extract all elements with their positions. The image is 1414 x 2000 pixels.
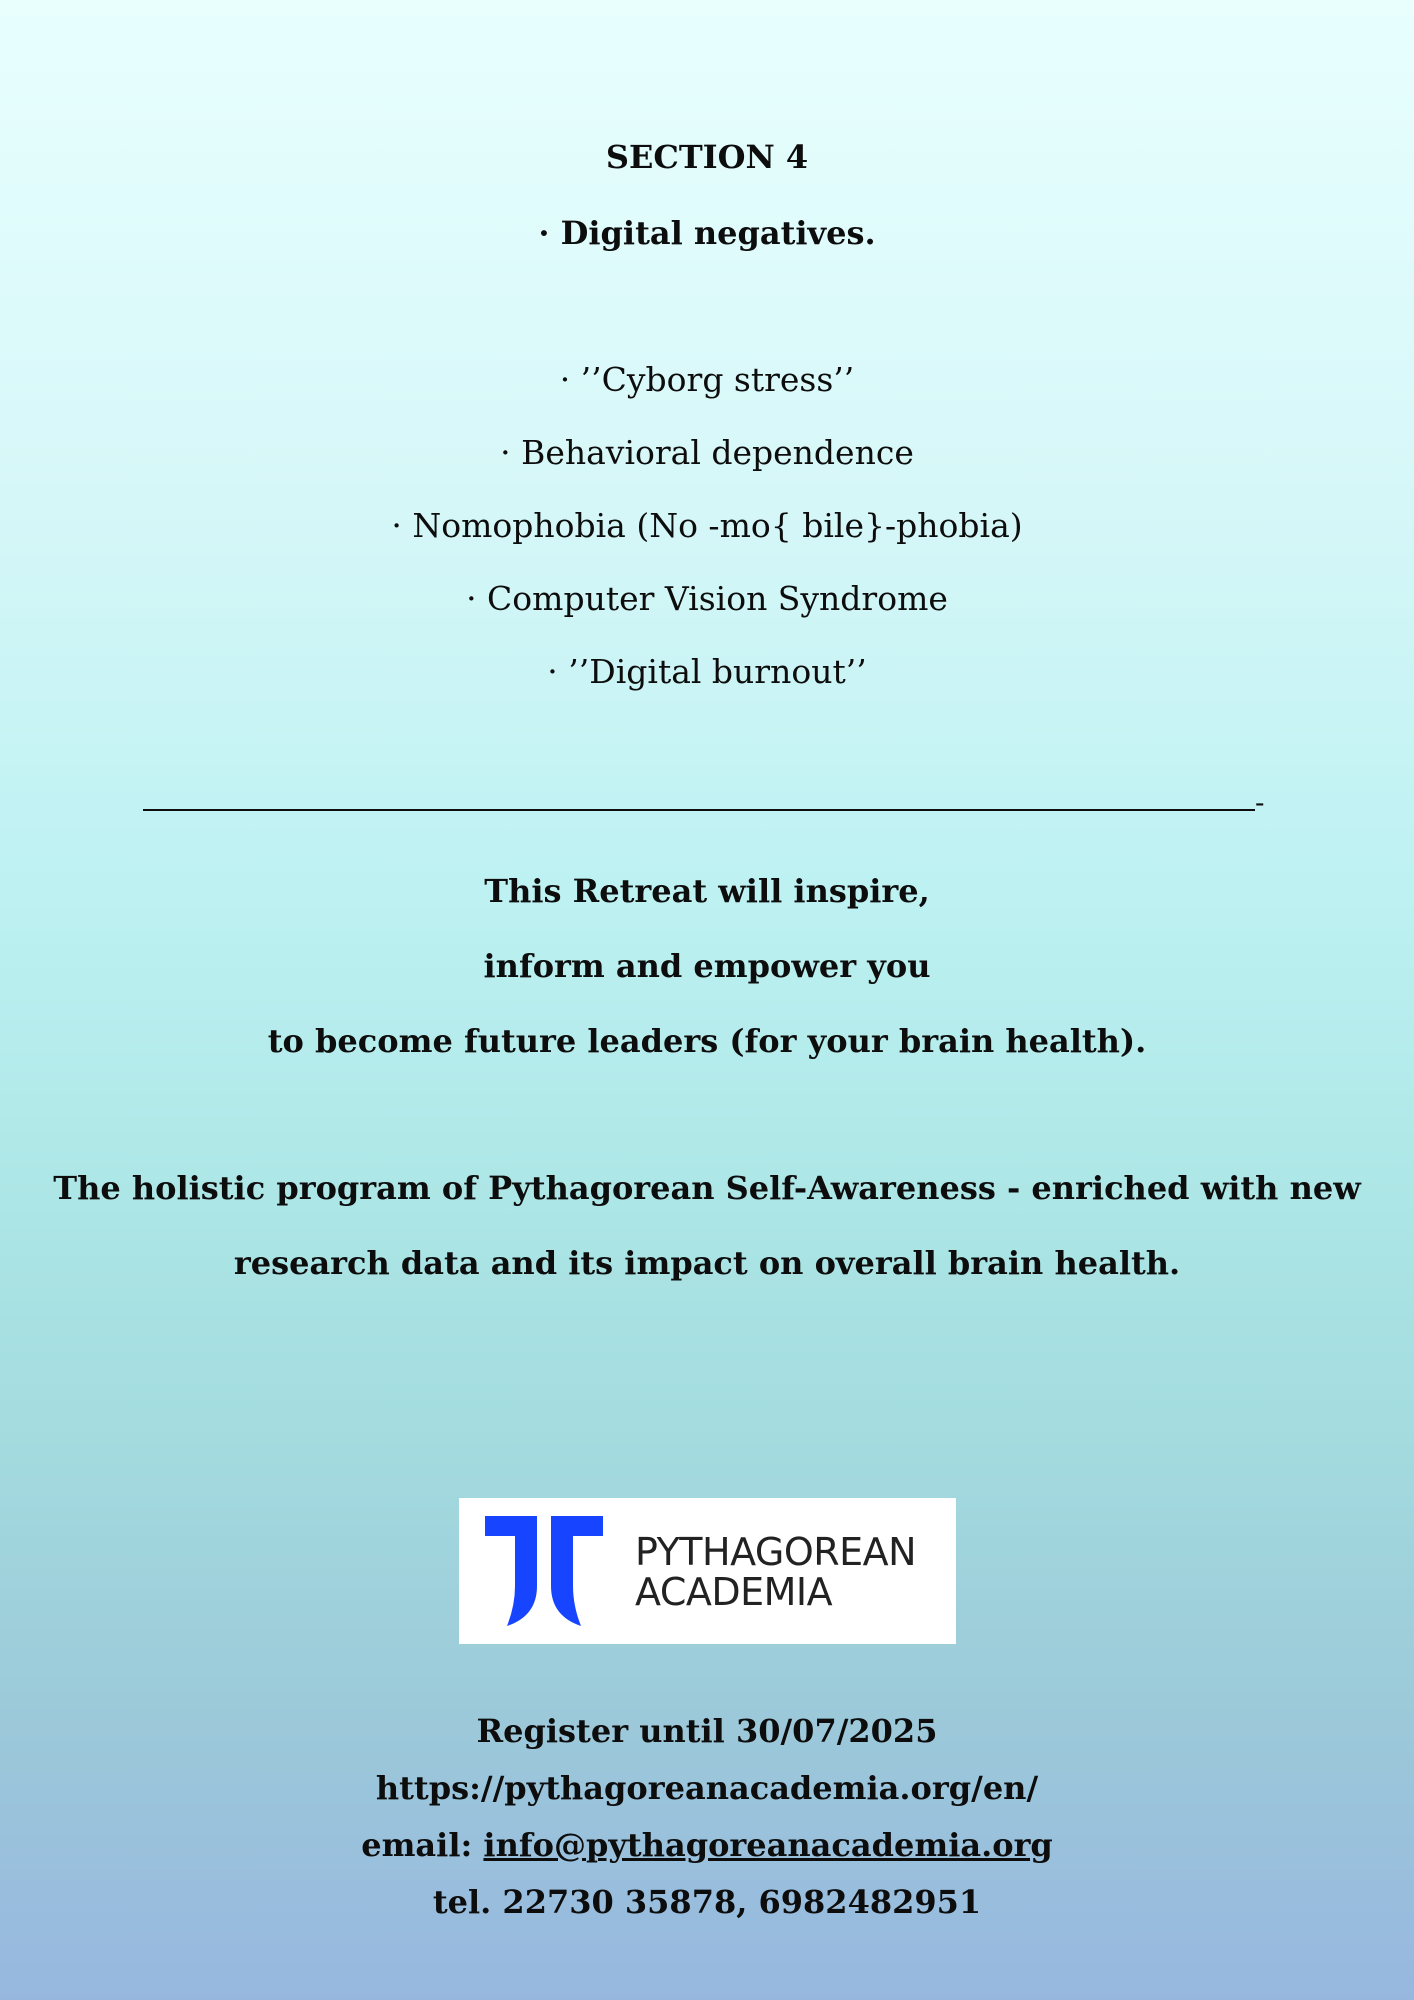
divider-line [143, 786, 1273, 819]
list-item: · Computer Vision Syndrome [466, 579, 948, 618]
holistic-line: research data and its impact on overall brain health. [233, 1244, 1181, 1282]
inspire-line: to become future leaders (for your brain health). [267, 1022, 1147, 1060]
logo-line-2: ACADEMIA [635, 1570, 833, 1614]
section-title: SECTION 4 [605, 138, 809, 176]
pythagorean-academia-logo [459, 1498, 956, 1644]
logo-wordmark [635, 1532, 916, 1612]
divider-dash: - [1255, 786, 1265, 819]
website-link[interactable]: https://pythagoreanacademia.org/en/ [375, 1769, 1039, 1807]
list-item: · ’’Digital burnout’’ [547, 652, 867, 691]
list-item: · Behavioral dependence [500, 433, 914, 472]
list-item: · ’’Cyborg stress’’ [559, 360, 855, 399]
logo-mark-icon [485, 1516, 625, 1626]
logo-line-1: PYTHAGOREAN [635, 1530, 917, 1574]
email-label: email: [361, 1826, 484, 1864]
section-subtitle: · Digital negatives. [538, 214, 876, 252]
register-deadline: Register until 30/07/2025 [476, 1712, 938, 1750]
inspire-line: inform and empower you [483, 947, 931, 985]
email-link[interactable]: info@pythagoreanacademia.org [483, 1826, 1053, 1864]
telephone-line: tel. 22730 35878, 6982482951 [432, 1883, 982, 1921]
email-line [0, 1826, 1414, 1864]
inspire-line: This Retreat will inspire, [484, 872, 930, 910]
holistic-line: The holistic program of Pythagorean Self-Awareness - enriched with new [53, 1169, 1361, 1207]
list-item: · Nomophobia (No -mo{ bile}-phobia) [391, 506, 1023, 545]
divider-bar [143, 809, 1255, 811]
